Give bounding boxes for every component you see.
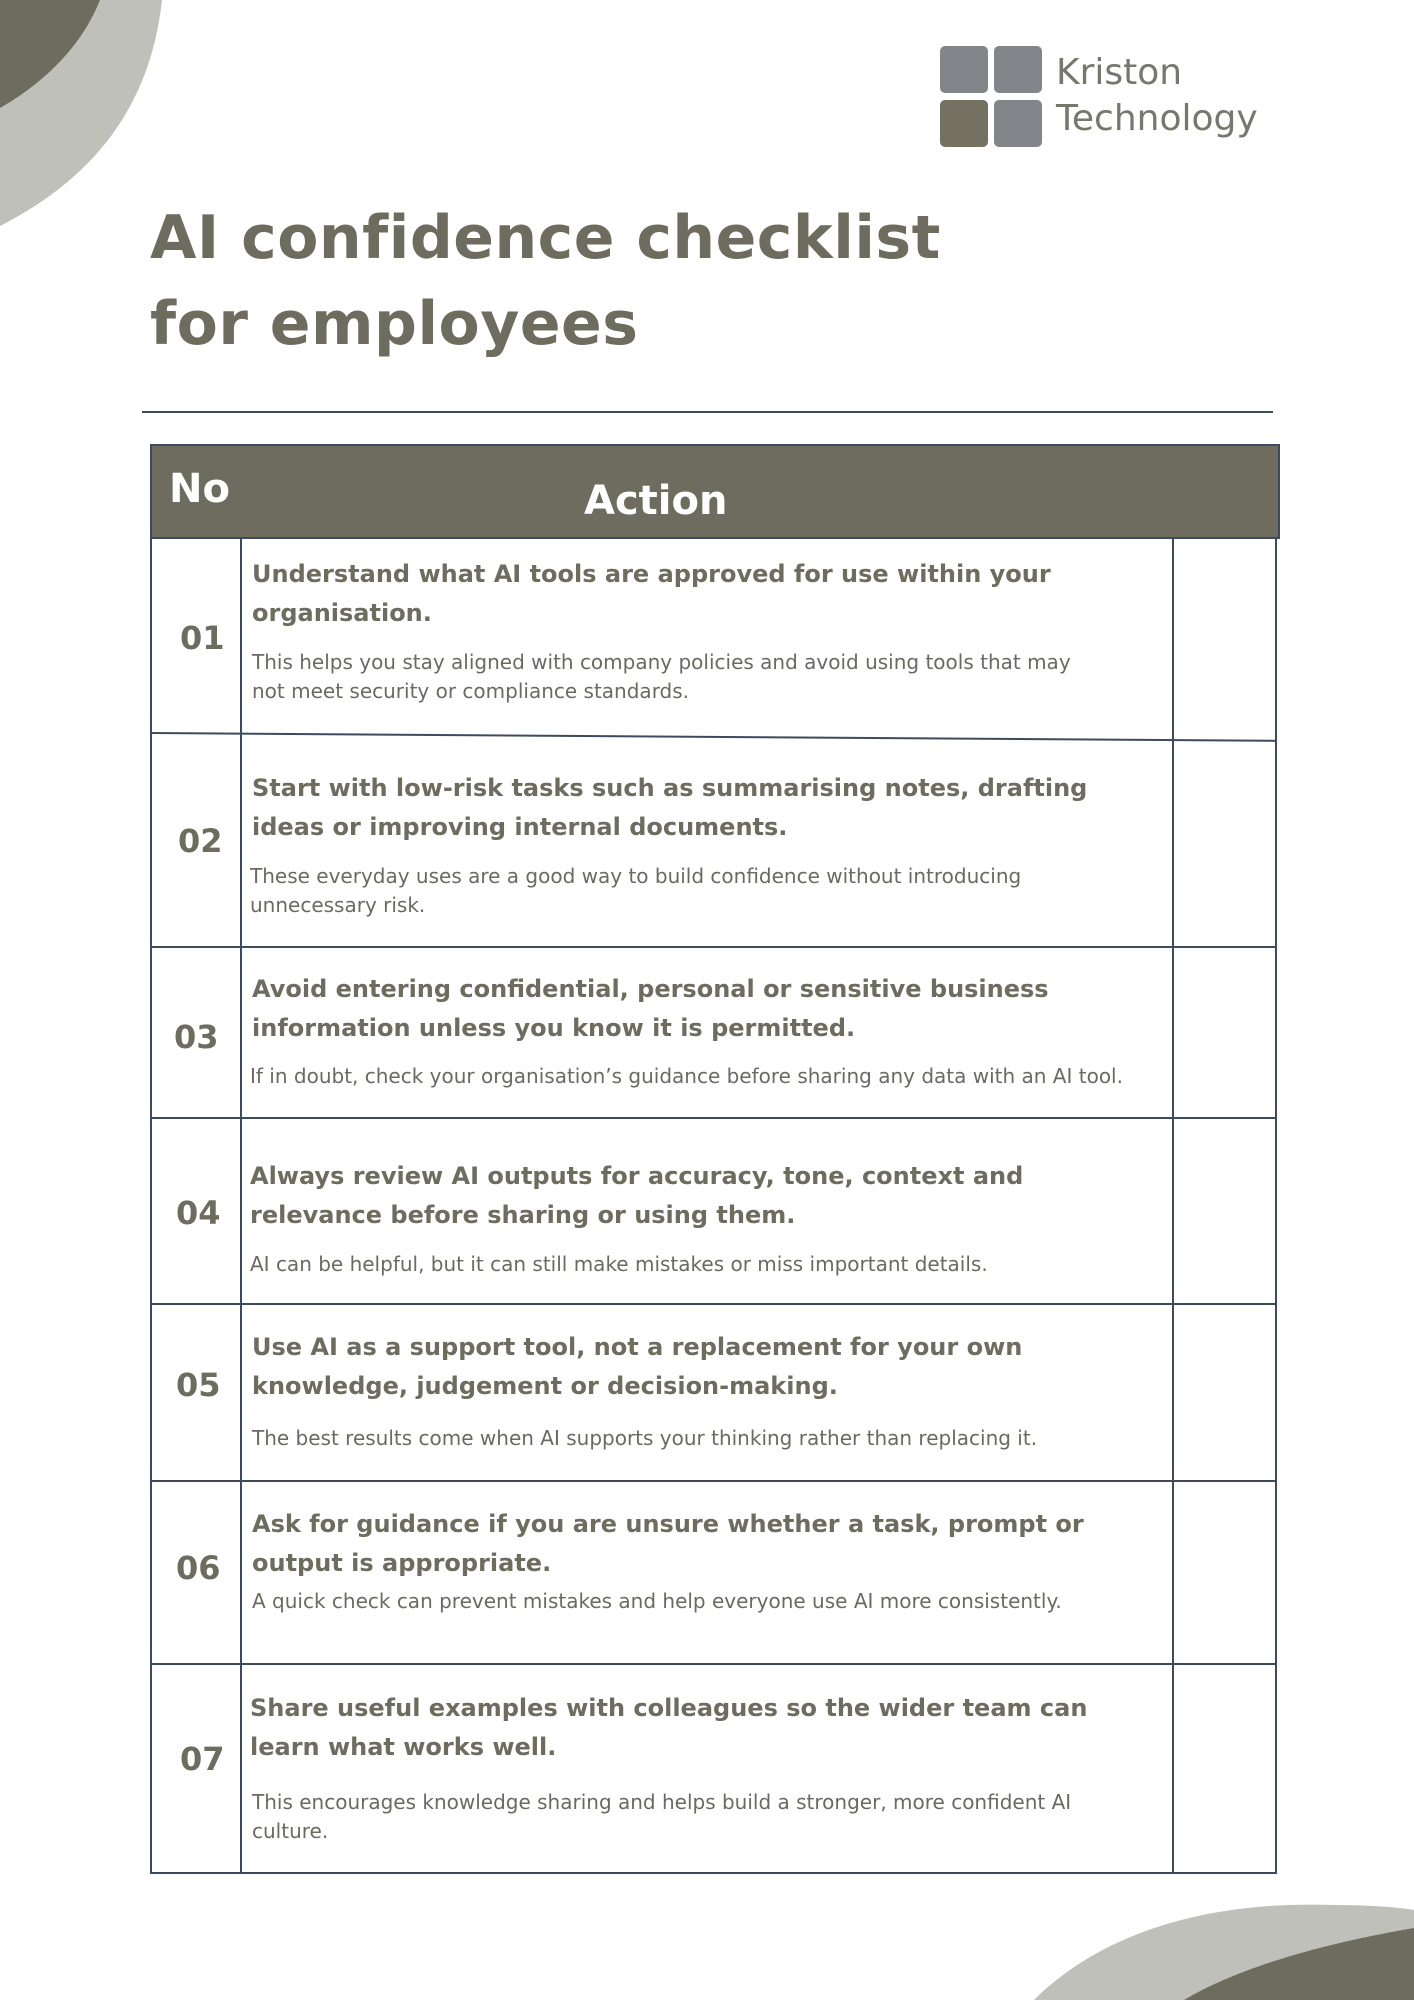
logo-text	[1056, 50, 1258, 142]
column-divider-number	[240, 538, 242, 1874]
row-title: Avoid entering confidential, personal or sensitive business information unless you know it is permitted.	[252, 975, 1049, 1042]
checklist-table	[150, 444, 1277, 1874]
row-divider	[152, 1117, 1277, 1119]
logo-grid-icon	[940, 46, 1044, 150]
header-no: No	[169, 466, 230, 512]
row-divider	[152, 1303, 1277, 1305]
row-description: The best results come when AI supports your thinking rather than replacing it.	[252, 1426, 1038, 1450]
title-line-1: AI confidence checklist	[150, 203, 941, 273]
row-description: AI can be helpful, but it can still make mistakes or miss important details.	[250, 1252, 988, 1276]
row-description: These everyday uses are a good way to build confidence without introducing unnecessary risk.	[250, 864, 1022, 917]
row-number: 04	[176, 1194, 221, 1232]
row-number: 07	[180, 1740, 225, 1778]
row-number: 05	[176, 1366, 221, 1404]
page-title	[150, 195, 941, 367]
row-number: 03	[174, 1018, 219, 1056]
row-divider	[152, 1663, 1277, 1665]
corner-decoration-top-left	[0, 0, 170, 230]
row-title: Ask for guidance if you are unsure whether a task, prompt or output is appropriate.	[252, 1510, 1084, 1577]
title-line-2: for employees	[150, 289, 639, 359]
logo-line-2: Technology	[1056, 98, 1258, 139]
company-logo	[940, 46, 1270, 150]
row-number: 02	[178, 822, 223, 860]
row-divider	[152, 946, 1277, 948]
row-title: Understand what AI tools are approved for use within your organisation.	[252, 560, 1051, 627]
row-description: If in doubt, check your organisation’s guidance before sharing any data with an AI tool.	[250, 1064, 1123, 1088]
row-title: Always review AI outputs for accuracy, tone, context and relevance before sharing or using them.	[250, 1162, 1024, 1229]
table-header	[150, 444, 1280, 539]
row-title: Use AI as a support tool, not a replacement for your own knowledge, judgement or decision-making.	[252, 1333, 1023, 1400]
corner-decoration-bottom-right	[1034, 1900, 1414, 2000]
row-divider	[152, 1480, 1277, 1482]
title-divider	[142, 411, 1273, 413]
row-description: This encourages knowledge sharing and helps build a stronger, more confident AI culture.	[252, 1790, 1072, 1843]
header-action: Action	[584, 478, 728, 524]
row-title: Start with low-risk tasks such as summarising notes, drafting ideas or improving internal documents.	[252, 774, 1088, 841]
row-divider	[152, 732, 1277, 742]
row-title: Share useful examples with colleagues so the wider team can learn what works well.	[250, 1694, 1088, 1761]
row-number: 06	[176, 1549, 221, 1587]
row-description: This helps you stay aligned with company policies and avoid using tools that may not meet security or compliance standards.	[252, 650, 1071, 703]
row-number: 01	[180, 619, 225, 657]
logo-line-1: Kriston	[1056, 52, 1183, 93]
row-description: A quick check can prevent mistakes and help everyone use AI more consistently.	[252, 1589, 1062, 1613]
